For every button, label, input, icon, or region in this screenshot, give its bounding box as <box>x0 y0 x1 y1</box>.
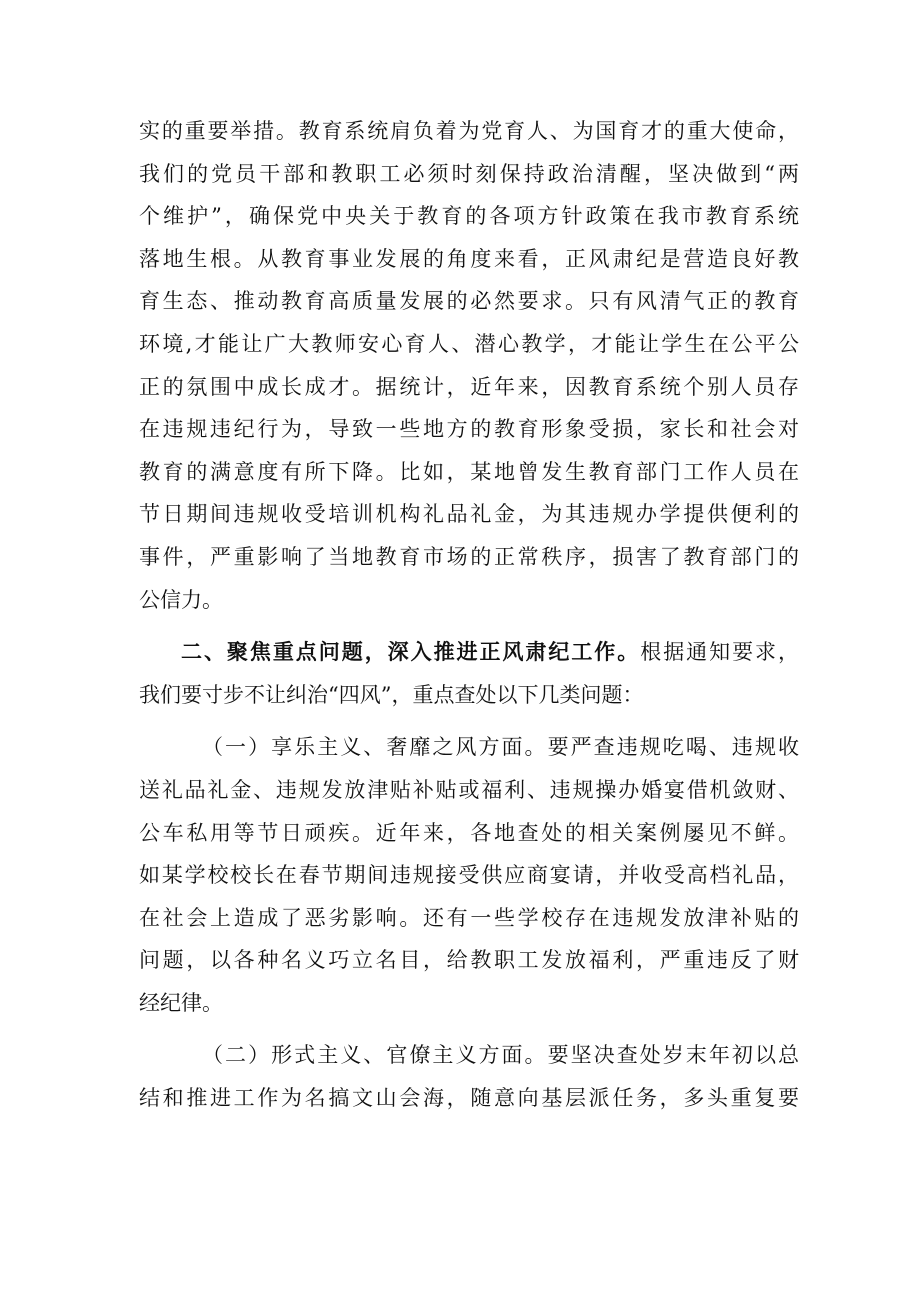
text-line: 我们要寸步不让纠治“四风”，重点查处以下几类问题： <box>139 682 644 707</box>
text-line: （一）享乐主义、奢靡之风方面。要严查违规吃喝、违规收 <box>202 735 799 760</box>
text-line: 公信力。 <box>139 587 223 612</box>
section-heading: 二、聚焦重点问题，深入推进正风肃纪工作。 <box>181 640 641 665</box>
text-line: 问题，以各种名义巧立名目，给教职工发放福利，严重违反了财 <box>139 948 799 973</box>
text-line: （二）形式主义、官僚主义方面。要坚决查处岁末年初以总 <box>202 1043 799 1068</box>
text-line: 如某学校校长在春节期间违规接受供应商宴请，并收受高档礼品， <box>139 863 799 888</box>
text-line: 经纪律。 <box>139 990 223 1015</box>
paragraph-3 <box>139 726 799 1024</box>
text-line: 环境,才能让广大教师安心育人、潜心教学，才能让学生在公平公 <box>139 331 799 356</box>
paragraph-spacer <box>139 716 799 726</box>
paragraph-4 <box>139 1034 799 1119</box>
section-2 <box>139 631 799 716</box>
text-line: 落地生根。从教育事业发展的角度来看，正风肃纪是营造良好教 <box>139 246 799 271</box>
text-line: 教育的满意度有所下降。比如，某地曾发生教育部门工作人员在 <box>139 459 799 484</box>
text-line: 育生态、推动教育高质量发展的必然要求。只有风清气正的教育 <box>139 289 799 314</box>
text-line: 在违规违纪行为，导致一些地方的教育形象受损，家长和社会对 <box>139 417 799 442</box>
text-line: 实的重要举措。教育系统肩负着为党育人、为国育才的重大使命， <box>139 119 799 143</box>
text-line: 送礼品礼金、违规发放津贴补贴或福利、违规操办婚宴借机敛财、 <box>139 777 799 802</box>
text-line: 正的氛围中成长成才。据统计，近年来，因教育系统个别人员存 <box>139 374 799 399</box>
paragraph-1 <box>139 110 799 621</box>
section-heading-line <box>139 631 799 674</box>
text-line: 节日期间违规收受培训机构礼品礼金，为其违规办学提供便利的 <box>139 502 799 527</box>
paragraph-spacer <box>139 621 799 631</box>
text-line: 结和推进工作为名搞文山会海，随意向基层派任务，多头重复要 <box>139 1086 799 1111</box>
text-line: 我们的党员干部和教职工必须时刻保持政治清醒，坚决做到“两 <box>139 161 799 186</box>
paragraph-spacer <box>139 1024 799 1034</box>
text-line: 个维护”，确保党中央关于教育的各项方针政策在我市教育系统 <box>139 204 799 229</box>
section-intro-text: 根据通知要求， <box>640 640 800 665</box>
text-line: 在社会上造成了恶劣影响。还有一些学校存在违规发放津补贴的 <box>139 905 799 930</box>
document-body <box>139 110 799 1120</box>
text-line: 事件，严重影响了当地教育市场的正常秩序，损害了教育部门的 <box>139 544 799 569</box>
text-line: 公车私用等节日顽疾。近年来，各地查处的相关案例屡见不鲜。 <box>139 820 799 845</box>
